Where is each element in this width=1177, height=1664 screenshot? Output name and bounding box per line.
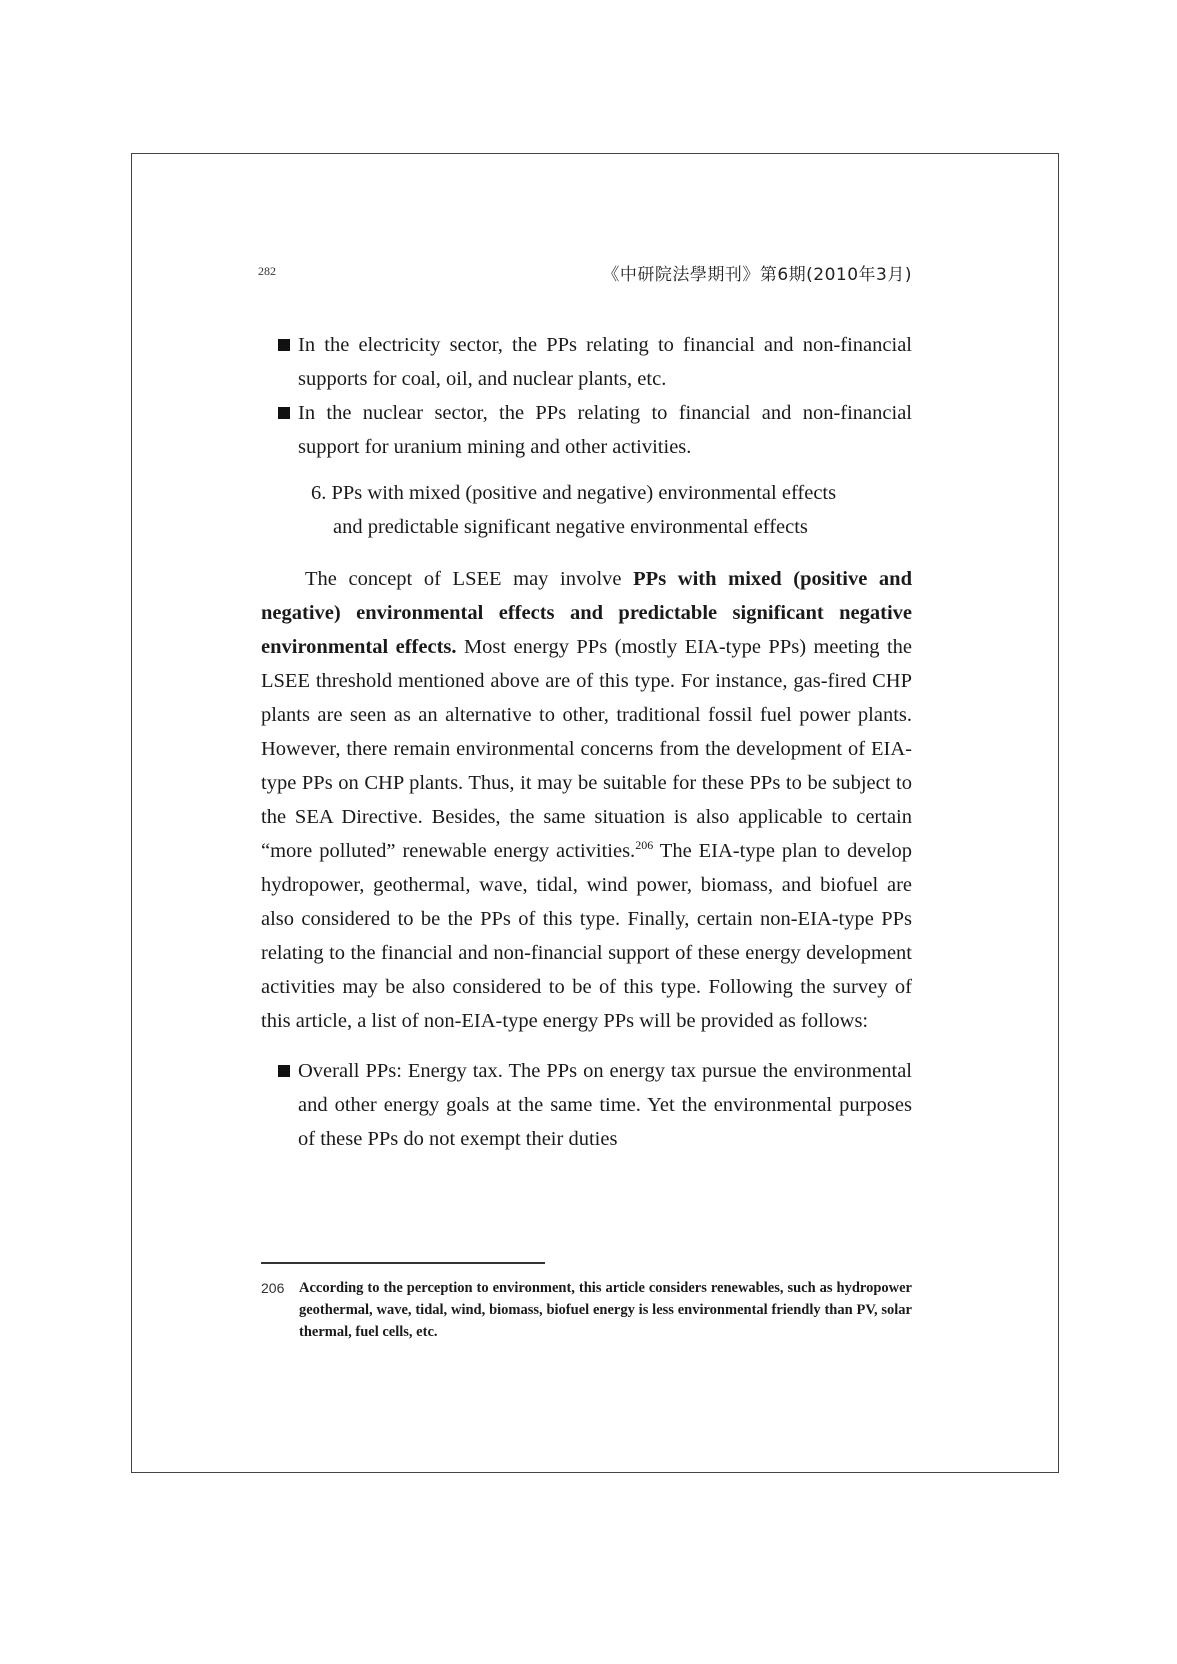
bullet-item [261, 1054, 912, 1156]
paragraph-bold-phrase: PPs with mixed (positive and negative) environmental effects and predictable significant negative environmental effects. [261, 568, 912, 658]
bullet-text: In the electricity sector, the PPs relating to financial and non-financial supports for coal, oil, and nuclear plants, etc. [298, 334, 912, 390]
section-heading-line1: PPs with mixed (positive and negative) environmental effects [331, 482, 837, 504]
footnote [261, 1277, 912, 1343]
bullet-item [261, 396, 912, 464]
main-text [261, 328, 912, 1156]
square-bullet-icon [278, 407, 290, 419]
paragraph-body-1: Most energy PPs (mostly EIA-type PPs) meeting the LSEE threshold mentioned above are of this type. For instance, gas-fired CHP plants are seen as an alternative to other, traditional fossil fuel power plants. However, there remain environmental concerns from the development of EIA-type PPs on CHP plants. Thus, it may be suitable for these PPs to be subject to the SEA Directive. Besides, the same situation is also applicable to certain “more polluted” renewable energy activities. [261, 636, 912, 862]
section-number: 6. [311, 482, 327, 504]
paragraph-lead: The concept of LSEE may involve [305, 568, 634, 590]
bullet-item [261, 328, 912, 396]
section-heading [261, 476, 912, 544]
footnote-reference[interactable]: 206 [635, 838, 654, 852]
footnote-number: 206 [261, 1280, 285, 1296]
bullet-text: In the nuclear sector, the PPs relating to financial and non-financial support for uranium mining and other activities. [298, 402, 912, 458]
square-bullet-icon [278, 1065, 290, 1077]
footnote-separator [261, 1262, 545, 1264]
page-number: 282 [258, 264, 276, 278]
body-paragraph [261, 562, 912, 1038]
paragraph-body-2: The EIA-type plan to develop hydropower, geothermal, wave, tidal, wind power, biomass, and biofuel are also considered to be the PPs of this type. Finally, certain non-EIA-type PPs relating to the financial and non-financial support of these energy development activities may be also considered to be of this type. Following the survey of this article, a list of non-EIA-type energy PPs will be provided as follows: [261, 840, 912, 1032]
running-header-journal-title: 《中研院法學期刊》第6期(2010年3月) [602, 265, 912, 285]
section-heading-line2: and predictable significant negative environmental effects [333, 516, 808, 538]
bullet-text: Overall PPs: Energy tax. The PPs on energy tax pursue the environmental and other energy goals at the same time. Yet the environmental purposes of these PPs do not exempt their duties [298, 1060, 912, 1150]
footnote-text: According to the perception to environment, this article considers renewables, such as hydropower geothermal, wave, tidal, wind, biomass, biofuel energy is less environmental friendly than PV, solar thermal, fuel cells, etc. [299, 1280, 912, 1340]
square-bullet-icon [278, 339, 290, 351]
